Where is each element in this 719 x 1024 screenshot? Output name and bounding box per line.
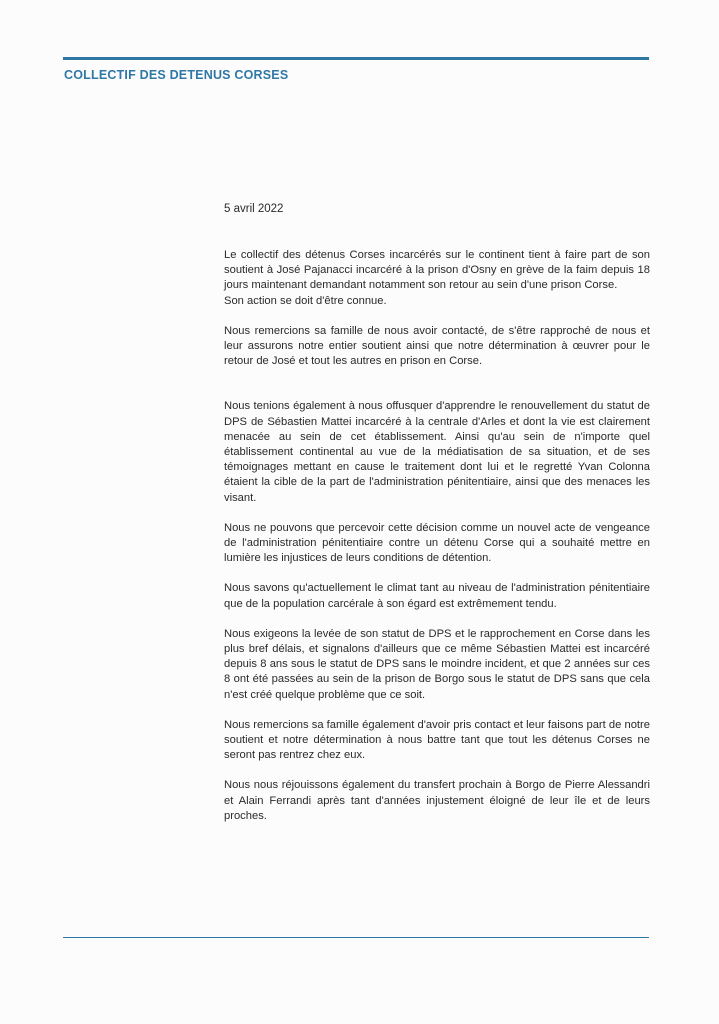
paragraph-thanks-family: Nous remercions sa famille de nous avoir contacté, de s'être rapproché de nous et leur assurons notre entier soutient ainsi que notre détermination à œuvrer pour le retour de José et tout les autres en prison en Corse. (224, 324, 650, 368)
paragraph-dps-renewal: Nous tenions également à nous offusquer d'apprendre le renouvellement du statut de DPS de Sébastien Mattei incarcéré à la centrale d'Arles et dont la vie est clairement menacée au sein de cet établissement. Ainsi qu'au sein de n'importe quel établissement continental au vue de la médiatisation de sa situation, et de ses témoignages mettant en cause le traitement dont lui et le regretté Yvan Colonna étaient la cible de la part de l'administration pénitentiaire, ainsi que des menaces les visant. (224, 400, 650, 504)
paragraph-climate: Nous savons qu'actuellement le climat tant au niveau de l'administration pénitentiaire que de la population carcérale à son égard est extrêmement tendu. (224, 582, 650, 610)
paragraph-support-jose: Le collectif des détenus Corses incarcérés sur le continent tient à faire part de son soutient à José Pajanacci incarcéré à la prison d'Osny en grève de la faim depuis 18 jours maintenant demandant notamment son retour au sein d'une prison Corse. (224, 249, 650, 292)
header-rule (63, 57, 649, 60)
organization-title: COLLECTIF DES DETENUS CORSES (64, 68, 289, 82)
paragraph-vengeance: Nous ne pouvons que percevoir cette décision comme un nouvel acte de vengeance de l'administration pénitentiaire contre un détenu Corse qui a souhaité mettre en lumière les injustices de leurs conditions de détention. (224, 521, 650, 565)
letter-date: 5 avril 2022 (224, 203, 284, 215)
paragraph-action-known: Son action se doit d'être connue. (224, 294, 387, 307)
paragraph-demands: Nous exigeons la levée de son statut de DPS et le rapprochement en Corse dans les plus bref délais, et signalons d'ailleurs que ce même Sébastien Mattei est incarcéré depuis 8 ans sous le statut de DPS sans le moindre incident, et que 2 années sur ces 8 ont été passées au sein de la prison de Borgo sous le statut de DPS sans que cela n'est créé quelque problème que ce soit. (224, 627, 650, 701)
paragraph-thanks-again: Nous remercions sa famille également d'avoir pris contact et leur faisons part de notre soutient et notre détermination à nous battre tant que tout les détenus Corses ne seront pas rentrez chez eux. (224, 718, 650, 762)
footer-rule (63, 937, 649, 938)
paragraph-transfer: Nous nous réjouissons également du transfert prochain à Borgo de Pierre Alessandri et Alain Ferrandi après tant d'années injustement éloigné de leur île et de leurs proches. (224, 779, 650, 822)
letter-body (224, 248, 650, 824)
